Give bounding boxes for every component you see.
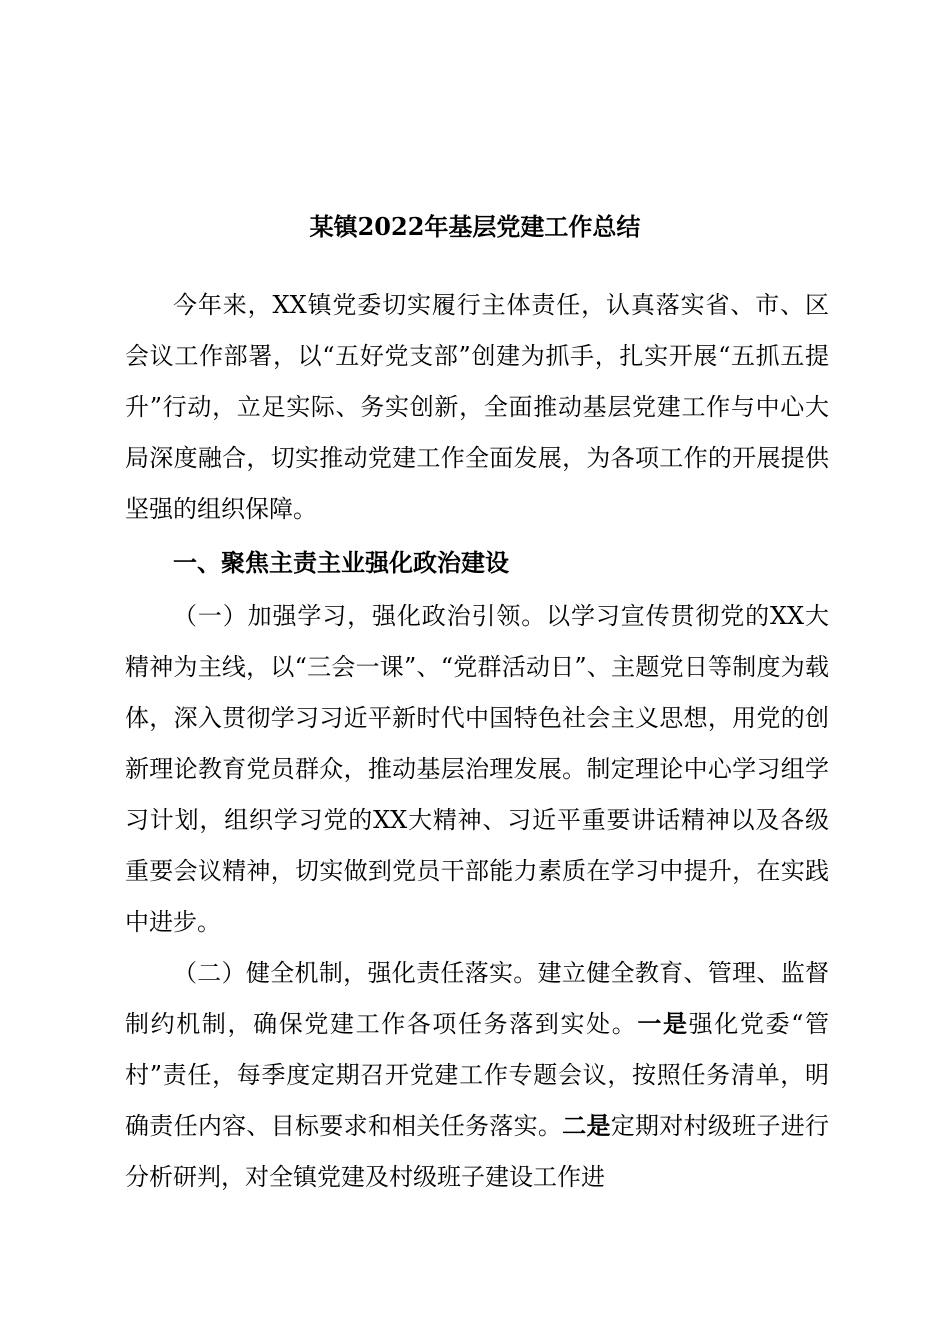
paragraph-mechanism [125,948,829,1203]
paragraph-text: 定期对村级班子进行分析研判，对全镇党建及村级班子建设工作进 [125,1112,830,1191]
intro-paragraph: 今年来，XX镇党委切实履行主体责任，认真落实省、市、区会议工作部署，以“五好党支部”创建为抓手，扎实开展“五抓五提升”行动，立足实际、务实创新，全面推动基层党建工作与中心大局深度融合，切实推动党建工作全面发展，为各项工作的开展提供坚强的组织保障。 [125,291,829,523]
document-title: 某镇2022年基层党建工作总结 [309,212,641,241]
emphasis-first: 一是 [637,1010,689,1038]
paragraph-study: （一）加强学习，强化政治引领。以学习宣传贯彻党的XX大精神为主线，以“三会一课”、“党群活动日”、主题党日等制度为载体，深入贯彻学习习近平新时代中国特色社会主义思想，用党的创新理论教育党员群众，推动基层治理发展。制定理论中心学习组学习计划，组织学习党的XX大精神、习近平重要讲话精神以及各级重要会议精神，切实做到党员干部能力素质在学习中提升，在实践中进步。 [125,602,829,936]
emphasis-second: 二是 [562,1112,611,1140]
document-body [125,280,829,1203]
paragraph-text: （二）健全机制，强化责任落实。建立健全教育、管理、监督制约机制，确保党建工作各项任务落到实处。 [125,959,829,1038]
section-heading: 一、聚焦主责主业强化政治建设 [173,549,509,577]
paragraph-text: 强化党委“管村”责任，每季度定期召开党建工作专题会议，按照任务清单，明确责任内容、目标要求和相关任务落实。 [125,1010,830,1140]
